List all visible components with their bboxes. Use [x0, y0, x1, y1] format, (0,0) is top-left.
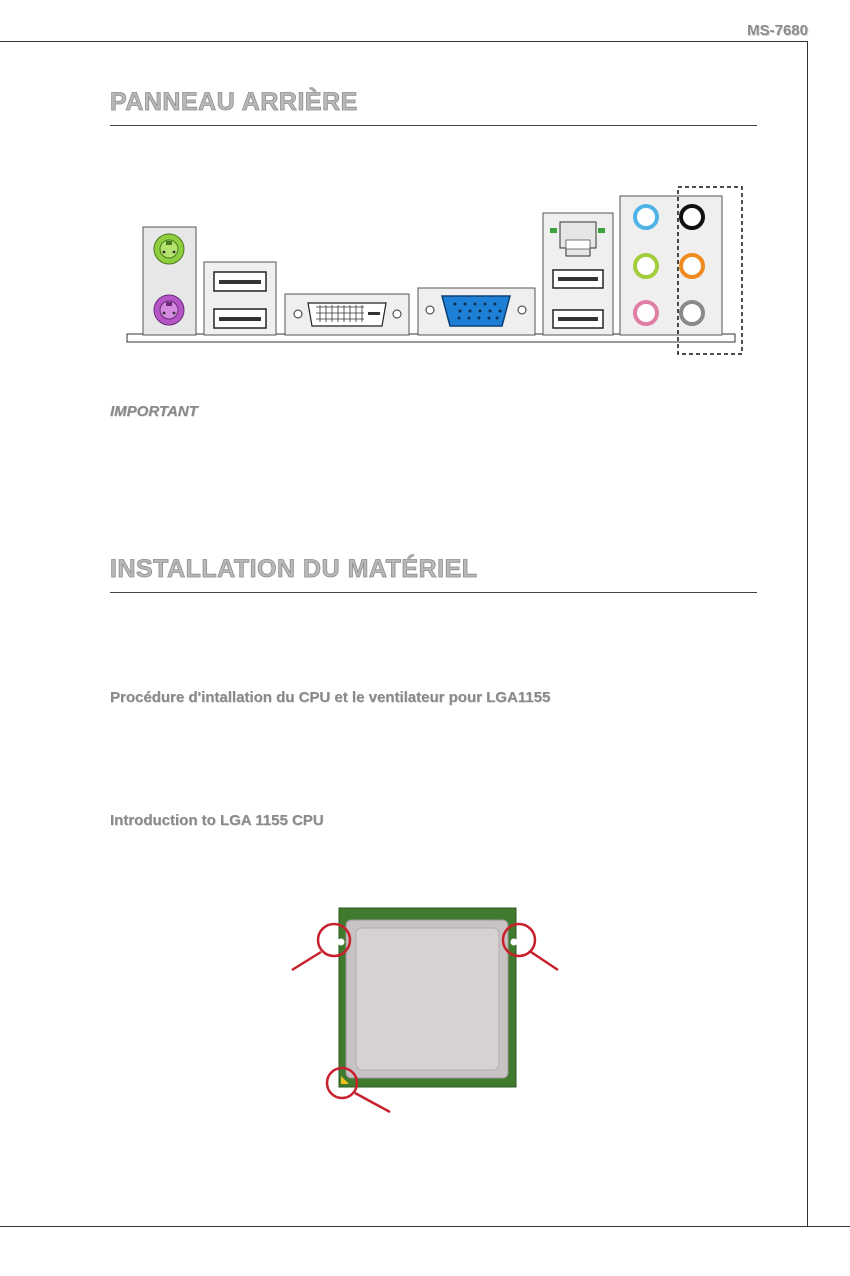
cpu-procedure-heading: Procédure d'intallation du CPU et le ventilateur pour LGA1155 — [110, 689, 551, 706]
important-label: IMPORTANT — [110, 403, 198, 420]
cpu-intro-heading: Introduction to LGA 1155 CPU — [110, 812, 324, 829]
model-code: MS-7680 — [747, 22, 808, 39]
rear-panel-title: PANNEAU ARRIÈRE — [110, 88, 358, 116]
hardware-install-title: INSTALLATION DU MATÉRIEL — [110, 555, 478, 583]
